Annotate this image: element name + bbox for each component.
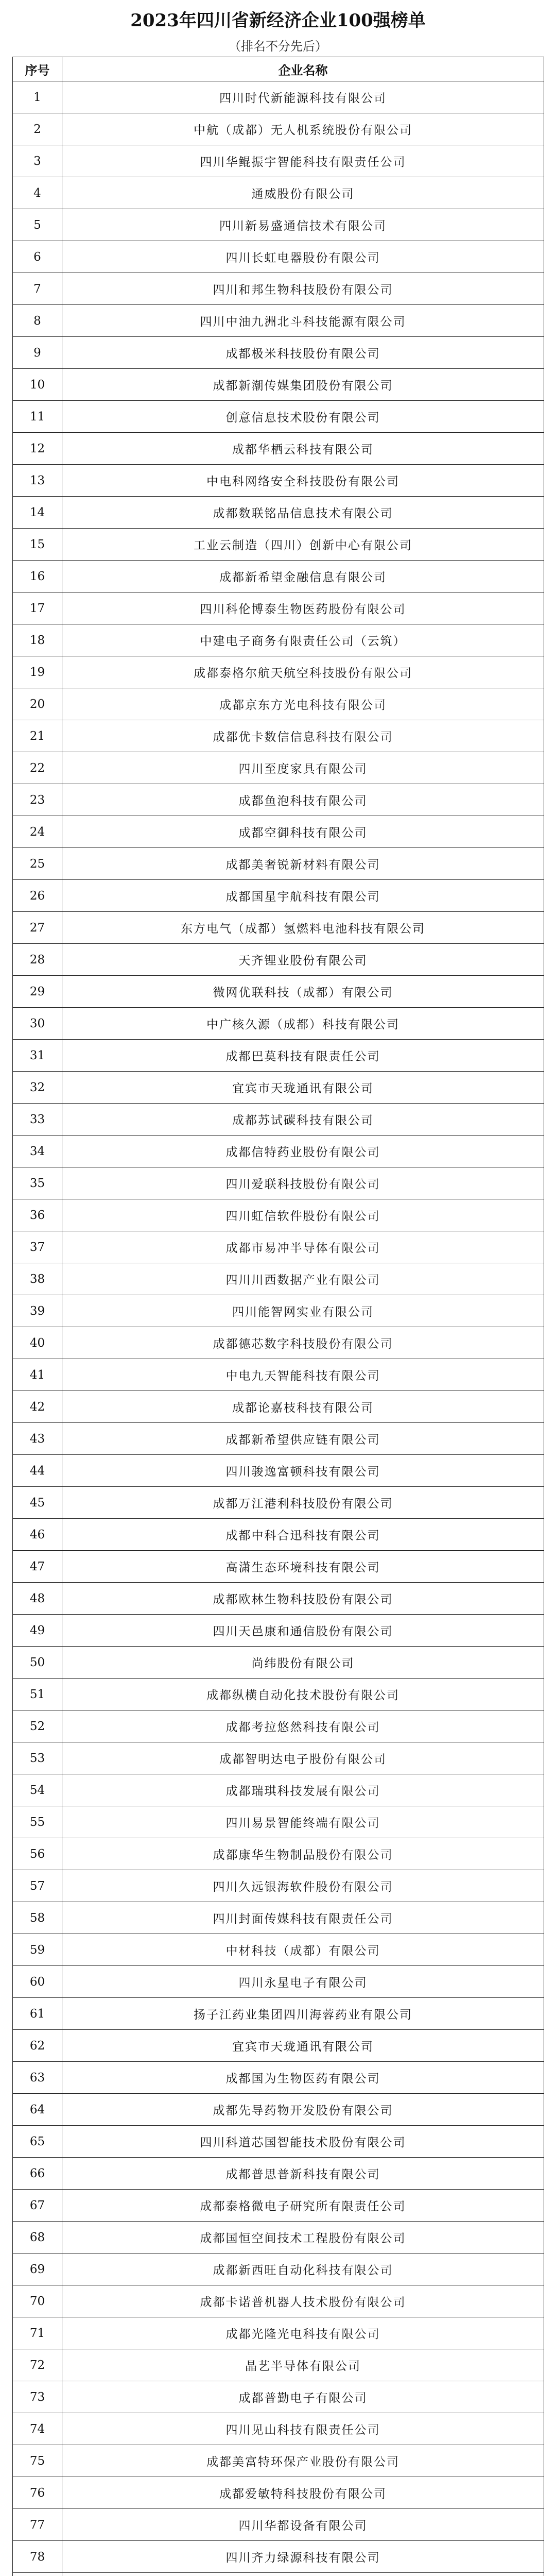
company-name: 四川科伦博泰生物医药股份有限公司 <box>62 592 544 624</box>
row-index: 64 <box>13 2094 62 2126</box>
table-row <box>13 1167 544 1199</box>
company-name: 成都考拉悠然科技有限公司 <box>62 1710 544 1742</box>
table-row <box>13 752 544 784</box>
table-row <box>13 113 544 145</box>
table-row <box>13 1359 544 1391</box>
table-row <box>13 1998 544 2030</box>
row-index: 28 <box>13 944 62 976</box>
row-index: 63 <box>13 2062 62 2094</box>
row-index: 20 <box>13 688 62 720</box>
table-row <box>13 369 544 401</box>
row-index: 76 <box>13 2477 62 2509</box>
row-index: 22 <box>13 752 62 784</box>
table-row <box>13 1199 544 1231</box>
company-name: 成都市易冲半导体有限公司 <box>62 1231 544 1263</box>
company-name: 成都先导药物开发股份有限公司 <box>62 2094 544 2126</box>
row-index: 46 <box>13 1519 62 1551</box>
row-index: 1 <box>13 81 62 113</box>
company-name: 四川至度家具有限公司 <box>62 752 544 784</box>
company-name: 成都京东方光电科技有限公司 <box>62 688 544 720</box>
row-index: 6 <box>13 241 62 273</box>
company-name: 创意信息技术股份有限公司 <box>62 401 544 433</box>
company-name: 四川天邑康和通信股份有限公司 <box>62 1615 544 1647</box>
row-index: 58 <box>13 1902 62 1934</box>
table-row <box>13 2253 544 2285</box>
table-row <box>13 2381 544 2413</box>
company-name: 晶艺半导体有限公司 <box>62 2349 544 2381</box>
row-index: 7 <box>13 273 62 305</box>
company-name: 成都普思普新科技有限公司 <box>62 2158 544 2190</box>
row-index: 17 <box>13 592 62 624</box>
table-row <box>13 1710 544 1742</box>
row-index: 12 <box>13 433 62 465</box>
row-index: 61 <box>13 1998 62 2030</box>
company-name: 扬子江药业集团四川海蓉药业有限公司 <box>62 1998 544 2030</box>
table-row <box>13 2126 544 2158</box>
table-row <box>13 433 544 465</box>
row-index: 51 <box>13 1679 62 1710</box>
row-index: 39 <box>13 1295 62 1327</box>
company-name: 四川能智网实业有限公司 <box>62 1295 544 1327</box>
table-row <box>13 1742 544 1774</box>
table-row <box>13 2509 544 2541</box>
company-name: 成都空御科技有限公司 <box>62 816 544 848</box>
row-index: 31 <box>13 1040 62 1072</box>
table-row <box>13 1679 544 1710</box>
table-row <box>13 2285 544 2317</box>
company-name: 成都瑞琪科技发展有限公司 <box>62 1774 544 1806</box>
page-title: 2023年四川省新经济企业100强榜单 <box>130 10 426 31</box>
row-index: 77 <box>13 2509 62 2541</box>
row-index: 44 <box>13 1455 62 1487</box>
table-row <box>13 2445 544 2477</box>
table-row <box>13 1615 544 1647</box>
row-index: 78 <box>13 2541 62 2573</box>
row-index: 27 <box>13 912 62 944</box>
table-row <box>13 1136 544 1167</box>
company-name: 四川和邦生物科技股份有限公司 <box>62 273 544 305</box>
company-name: 四川永星电子有限公司 <box>62 1966 544 1998</box>
row-index: 32 <box>13 1072 62 1104</box>
company-name: 四川骏逸富顿科技有限公司 <box>62 1455 544 1487</box>
company-name: 成都光隆光电科技有限公司 <box>62 2317 544 2349</box>
table-row <box>13 1455 544 1487</box>
table-row <box>13 1487 544 1519</box>
row-index: 71 <box>13 2317 62 2349</box>
company-name: 成都新潮传媒集团股份有限公司 <box>62 369 544 401</box>
row-index: 34 <box>13 1136 62 1167</box>
row-index: 48 <box>13 1583 62 1615</box>
table-row <box>13 624 544 656</box>
row-index: 60 <box>13 1966 62 1998</box>
row-index: 16 <box>13 561 62 592</box>
row-index: 67 <box>13 2190 62 2222</box>
table-row <box>13 1551 544 1583</box>
table-row <box>13 720 544 752</box>
company-name: 中材科技（成都）有限公司 <box>62 1934 544 1966</box>
table-row <box>13 2413 544 2445</box>
company-name: 成都泰格尔航天航空科技股份有限公司 <box>62 656 544 688</box>
table-row <box>13 2349 544 2381</box>
table-row <box>13 688 544 720</box>
row-index: 30 <box>13 1008 62 1040</box>
row-index: 52 <box>13 1710 62 1742</box>
table-row <box>13 145 544 177</box>
table-row <box>13 177 544 209</box>
company-name: 成都数联铭品信息技术有限公司 <box>62 497 544 529</box>
table-row <box>13 2158 544 2190</box>
table-row <box>13 1902 544 1934</box>
row-index: 68 <box>13 2222 62 2253</box>
company-name: 成都泰格微电子研究所有限责任公司 <box>62 2190 544 2222</box>
company-name: 成都论嘉枝科技有限公司 <box>62 1391 544 1423</box>
company-name: 四川科道芯国智能技术股份有限公司 <box>62 2126 544 2158</box>
table-row <box>13 465 544 497</box>
table-row <box>13 656 544 688</box>
company-name: 中建电子商务有限责任公司（云筑） <box>62 624 544 656</box>
company-name: 中航（成都）无人机系统股份有限公司 <box>62 113 544 145</box>
row-index: 55 <box>13 1806 62 1838</box>
table-row <box>13 1647 544 1679</box>
company-name: 成都美富特环保产业股份有限公司 <box>62 2445 544 2477</box>
table-row <box>13 848 544 880</box>
company-name: 四川华都设备有限公司 <box>62 2509 544 2541</box>
company-name: 四川中油九洲北斗科技能源有限公司 <box>62 305 544 337</box>
company-name: 四川虹信软件股份有限公司 <box>62 1199 544 1231</box>
column-header-name: 企业名称 <box>62 57 544 81</box>
company-name: 成都康华生物制品股份有限公司 <box>62 1838 544 1870</box>
company-name: 四川川西数据产业有限公司 <box>62 1263 544 1295</box>
company-name: 成都华栖云科技有限公司 <box>62 433 544 465</box>
row-index: 59 <box>13 1934 62 1966</box>
company-name: 成都极米科技股份有限公司 <box>62 337 544 369</box>
table-row <box>13 1231 544 1263</box>
row-index: 50 <box>13 1647 62 1679</box>
table-row <box>13 592 544 624</box>
table-row <box>13 1519 544 1551</box>
company-name: 成都爱敏特科技股份有限公司 <box>62 2477 544 2509</box>
table-row <box>13 816 544 848</box>
table-row <box>13 401 544 433</box>
table-row <box>13 1263 544 1295</box>
table-row <box>13 1806 544 1838</box>
company-name: 宜宾市天珑通讯有限公司 <box>62 1072 544 1104</box>
row-index: 11 <box>13 401 62 433</box>
company-name: 成都欧林生物科技股份有限公司 <box>62 1583 544 1615</box>
table-row <box>13 2317 544 2349</box>
row-index: 3 <box>13 145 62 177</box>
row-index: 69 <box>13 2253 62 2285</box>
company-name: 微网优联科技（成都）有限公司 <box>62 976 544 1008</box>
table-row <box>13 2477 544 2509</box>
table-row <box>13 241 544 273</box>
row-index: 10 <box>13 369 62 401</box>
table-row <box>13 497 544 529</box>
table-row <box>13 1295 544 1327</box>
company-name: 四川新易盛通信技术有限公司 <box>62 209 544 241</box>
row-index: 4 <box>13 177 62 209</box>
table-row <box>13 1040 544 1072</box>
row-index: 8 <box>13 305 62 337</box>
company-name: 中广核久源（成都）科技有限公司 <box>62 1008 544 1040</box>
row-index: 41 <box>13 1359 62 1391</box>
table-row <box>13 976 544 1008</box>
company-name: 宜宾市天珑通讯有限公司 <box>62 2030 544 2062</box>
row-index: 45 <box>13 1487 62 1519</box>
company-name <box>62 2573 544 2576</box>
row-index: 35 <box>13 1167 62 1199</box>
table-row <box>13 880 544 912</box>
company-name: 成都新希望金融信息有限公司 <box>62 561 544 592</box>
row-index: 38 <box>13 1263 62 1295</box>
row-index: 57 <box>13 1870 62 1902</box>
table-row <box>13 1327 544 1359</box>
row-index: 49 <box>13 1615 62 1647</box>
table-row <box>13 529 544 561</box>
table-row <box>13 912 544 944</box>
company-name: 成都美奢锐新材料有限公司 <box>62 848 544 880</box>
row-index: 47 <box>13 1551 62 1583</box>
company-name: 成都新西旺自动化科技有限公司 <box>62 2253 544 2285</box>
company-name: 成都苏试碳科技有限公司 <box>62 1104 544 1136</box>
row-index: 18 <box>13 624 62 656</box>
company-name: 四川时代新能源科技有限公司 <box>62 81 544 113</box>
table-row <box>13 305 544 337</box>
row-index: 5 <box>13 209 62 241</box>
enterprise-table <box>12 57 544 2576</box>
table-row <box>13 209 544 241</box>
table-row <box>13 2541 544 2573</box>
table-row <box>13 1838 544 1870</box>
row-index: 36 <box>13 1199 62 1231</box>
company-name: 成都鱼泡科技有限公司 <box>62 784 544 816</box>
row-index: 29 <box>13 976 62 1008</box>
company-name: 尚纬股份有限公司 <box>62 1647 544 1679</box>
table-header-row <box>13 57 544 81</box>
row-index: 75 <box>13 2445 62 2477</box>
table-row <box>13 1774 544 1806</box>
company-name: 成都新希望供应链有限公司 <box>62 1423 544 1455</box>
row-index: 15 <box>13 529 62 561</box>
column-header-index: 序号 <box>13 57 62 81</box>
row-index: 42 <box>13 1391 62 1423</box>
company-name: 四川久远银海软件股份有限公司 <box>62 1870 544 1902</box>
company-name: 成都国恒空间技术工程股份有限公司 <box>62 2222 544 2253</box>
table-body <box>13 81 544 2576</box>
company-name: 中电九天智能科技有限公司 <box>62 1359 544 1391</box>
company-name: 成都国星宇航科技有限公司 <box>62 880 544 912</box>
table-row <box>13 1583 544 1615</box>
row-index: 21 <box>13 720 62 752</box>
table-row <box>13 1104 544 1136</box>
table-row <box>13 1966 544 1998</box>
row-index: 26 <box>13 880 62 912</box>
row-index: 40 <box>13 1327 62 1359</box>
company-name: 成都智明达电子股份有限公司 <box>62 1742 544 1774</box>
company-name: 四川华鲲振宇智能科技有限责任公司 <box>62 145 544 177</box>
table-row <box>13 81 544 113</box>
company-name: 成都普勤电子有限公司 <box>62 2381 544 2413</box>
company-name: 成都万江港利科技股份有限公司 <box>62 1487 544 1519</box>
table-row <box>13 2030 544 2062</box>
row-index: 25 <box>13 848 62 880</box>
row-index: 2 <box>13 113 62 145</box>
company-name: 四川齐力绿源科技有限公司 <box>62 2541 544 2573</box>
row-index: 66 <box>13 2158 62 2190</box>
company-name: 四川封面传媒科技有限责任公司 <box>62 1902 544 1934</box>
company-name: 四川易景智能终端有限公司 <box>62 1806 544 1838</box>
row-index <box>13 2573 62 2576</box>
table-row <box>13 561 544 592</box>
table-row <box>13 2094 544 2126</box>
table-row <box>13 784 544 816</box>
company-name: 四川爱联科技股份有限公司 <box>62 1167 544 1199</box>
row-index: 65 <box>13 2126 62 2158</box>
company-name: 中电科网络安全科技股份有限公司 <box>62 465 544 497</box>
row-index: 72 <box>13 2349 62 2381</box>
table-row <box>13 944 544 976</box>
table-row <box>13 2062 544 2094</box>
row-index: 14 <box>13 497 62 529</box>
company-name: 成都优卡数信信息科技有限公司 <box>62 720 544 752</box>
table-row <box>13 1934 544 1966</box>
company-name: 高潇生态环境科技有限公司 <box>62 1551 544 1583</box>
company-name: 成都中科合迅科技有限公司 <box>62 1519 544 1551</box>
company-name: 东方电气（成都）氢燃料电池科技有限公司 <box>62 912 544 944</box>
row-index: 53 <box>13 1742 62 1774</box>
company-name: 成都国为生物医药有限公司 <box>62 2062 544 2094</box>
company-name: 成都德芯数字科技股份有限公司 <box>62 1327 544 1359</box>
table-row <box>13 1870 544 1902</box>
company-name: 工业云制造（四川）创新中心有限公司 <box>62 529 544 561</box>
row-index: 70 <box>13 2285 62 2317</box>
table-row <box>13 273 544 305</box>
row-index: 24 <box>13 816 62 848</box>
row-index: 73 <box>13 2381 62 2413</box>
table-row <box>13 2573 544 2576</box>
row-index: 19 <box>13 656 62 688</box>
company-name: 通威股份有限公司 <box>62 177 544 209</box>
row-index: 9 <box>13 337 62 369</box>
company-name: 成都纵横自动化技术股份有限公司 <box>62 1679 544 1710</box>
table-row <box>13 1008 544 1040</box>
company-name: 四川长虹电器股份有限公司 <box>62 241 544 273</box>
row-index: 33 <box>13 1104 62 1136</box>
row-index: 74 <box>13 2413 62 2445</box>
table-row <box>13 1391 544 1423</box>
company-name: 四川见山科技有限责任公司 <box>62 2413 544 2445</box>
row-index: 13 <box>13 465 62 497</box>
row-index: 37 <box>13 1231 62 1263</box>
company-name: 成都巴莫科技有限责任公司 <box>62 1040 544 1072</box>
table-row <box>13 337 544 369</box>
page-subtitle: （排名不分先后） <box>229 39 327 54</box>
row-index: 62 <box>13 2030 62 2062</box>
table-row <box>13 2190 544 2222</box>
row-index: 56 <box>13 1838 62 1870</box>
row-index: 43 <box>13 1423 62 1455</box>
company-name: 成都信特药业股份有限公司 <box>62 1136 544 1167</box>
row-index: 23 <box>13 784 62 816</box>
row-index: 54 <box>13 1774 62 1806</box>
table-row <box>13 1423 544 1455</box>
table-row <box>13 1072 544 1104</box>
table-row <box>13 2222 544 2253</box>
company-name: 天齐锂业股份有限公司 <box>62 944 544 976</box>
company-name: 成都卡诺普机器人技术股份有限公司 <box>62 2285 544 2317</box>
